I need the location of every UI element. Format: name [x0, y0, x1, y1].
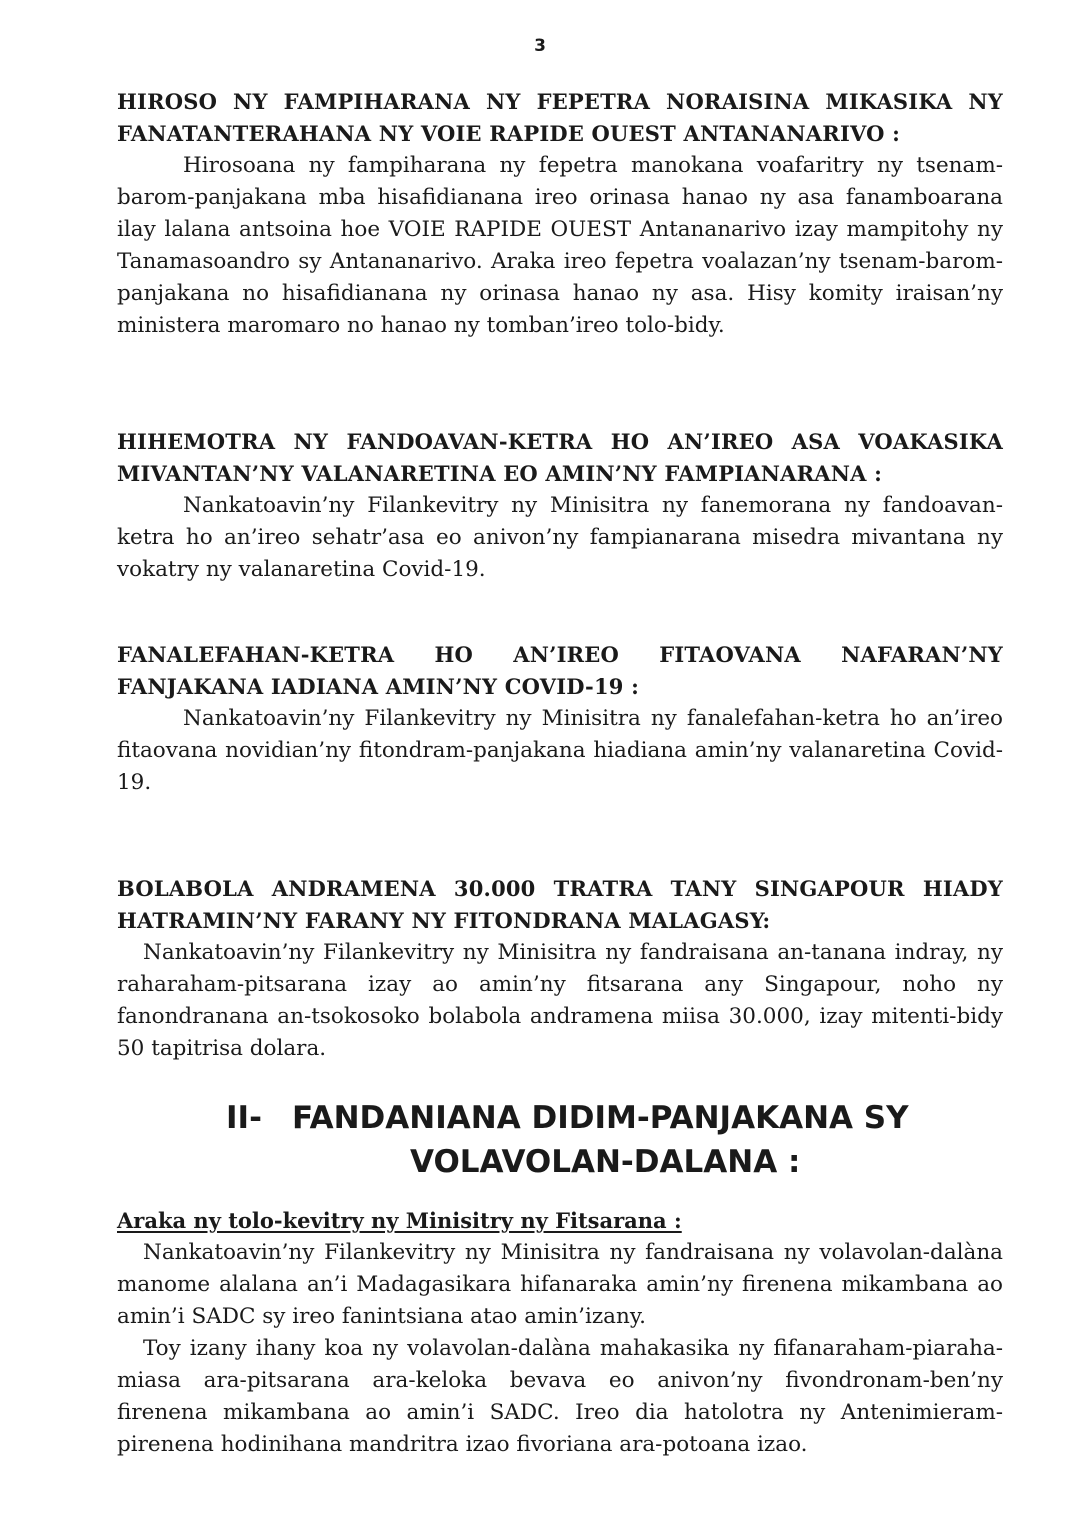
heading-line: FANATANTERAHANA NY VOIE RAPIDE OUEST ANTANANARIVO :	[117, 121, 901, 146]
section-fandoavan-ketra	[117, 426, 1003, 586]
section-heading	[117, 426, 1003, 490]
part-title	[0, 1096, 1080, 1184]
heading-line: FANJAKANA IADIANA AMIN’NY COVID-19 :	[117, 674, 640, 699]
section-heading	[117, 873, 1003, 937]
ministry-paragraph: Toy izany ihany koa ny volavolan-dalàna mahakasika ny fifanaraham-piaraha-miasa ara-pitsarana ara-keloka bevava eo anivon’ny fivondronam-ben’ny firenena mikambana ao amin’i SADC. Ireo dia hatolotra ny Antenimieram-pirenena hodinihana mandritra izao fivoriana ara-potoana izao.	[117, 1336, 1003, 1457]
heading-line: BOLABOLA ANDRAMENA 30.000 TRATRA TANY SINGAPOUR HIADY	[117, 876, 1003, 901]
page-number: 3	[534, 36, 546, 56]
part-number: II-	[226, 1100, 262, 1136]
part-title-line	[0, 1096, 1080, 1140]
heading-line: FANALEFAHAN-KETRA HO AN’IREO FITAOVANA NAFARAN’NY	[117, 642, 1003, 667]
heading-line: MIVANTAN’NY VALANARETINA EO AMIN’NY FAMPIANARANA :	[117, 461, 883, 486]
heading-line: HIHEMOTRA NY FANDOAVAN-KETRA HO AN’IREO ASA VOAKASIKA	[117, 429, 1003, 454]
section-body: Nankatoavin’ny Filankevitry ny Minisitra ny fandraisana an-tanana indray, ny raharaham-pitsarana izay ao amin’ny fitsarana any Singapour, noho ny fanondranana an-tsokosoko bolabola andramena miisa 30.000, izay mitenti-bidy 50 tapitrisa dolara.	[117, 940, 1003, 1061]
section-body: Hirosoana ny fampiharana ny fepetra manokana voafaritry ny tsenam-barom-panjakana mba hisafidianana ireo orinasa hanao ny asa fanamboarana ilay lalana antsoina hoe VOIE RAPIDE OUEST Antananarivo izay mampitohy ny Tanamasoandro sy Antananarivo. Araka ireo fepetra voalazan’ny tsenam-barom-panjakana no hisafidianana ny orinasa hanao ny asa. Hisy komity iraisan’ny ministera maromaro no hanao ny tomban’ireo tolo-bidy.	[117, 153, 1003, 338]
section-ministry-justice	[117, 1205, 1003, 1461]
part-title-line: VOLAVOLAN-DALANA :	[410, 1144, 801, 1180]
heading-line: HATRAMIN’NY FARANY NY FITONDRANA MALAGASY:	[117, 908, 771, 933]
heading-line: HIROSO NY FAMPIHARANA NY FEPETRA NORAISINA MIKASIKA NY	[117, 89, 1003, 114]
ministry-paragraph: Nankatoavin’ny Filankevitry ny Minisitra ny fandraisana ny volavolan-dalàna manome alalana an’i Madagasikara hifanaraka amin’ny firenena mikambana ao amin’i SADC sy ireo fanintsiana atao amin’izany.	[117, 1240, 1003, 1329]
part-title-text: FANDANIANA DIDIM-PANJAKANA SY	[292, 1100, 909, 1136]
ministry-subheading: Araka ny tolo-kevitry ny Minisitry ny Fitsarana :	[117, 1208, 682, 1233]
section-heading	[117, 639, 1003, 703]
section-fanalefahan-ketra	[117, 639, 1003, 799]
section-voie-rapide	[117, 86, 1003, 342]
section-body: Nankatoavin’ny Filankevitry ny Minisitra ny fanalefahan-ketra ho an’ireo fitaovana novidian’ny fitondram-panjakana hiadiana amin’ny valanaretina Covid-19.	[117, 706, 1003, 795]
section-body: Nankatoavin’ny Filankevitry ny Minisitra ny fanemorana ny fandoavan-ketra ho an’ireo sehatr’asa eo anivon’ny fampianarana misedra mivantana ny vokatry ny valanaretina Covid-19.	[117, 493, 1003, 582]
section-bolabola-andramena	[117, 873, 1003, 1065]
section-heading	[117, 86, 1003, 150]
